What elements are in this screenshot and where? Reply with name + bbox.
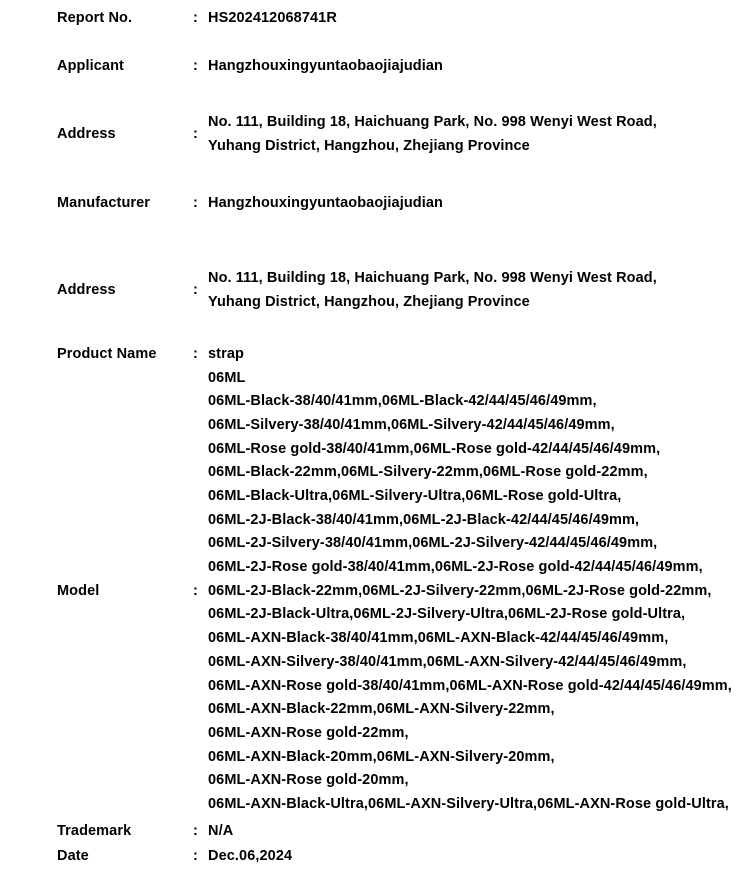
field-colon: :: [193, 194, 198, 211]
field-label-date: Date: [57, 848, 89, 865]
model-value-line: 06ML-AXN-Black-22mm,06ML-AXN-Silvery-22mm,: [208, 701, 555, 718]
date-value: Dec.06,2024: [208, 848, 293, 865]
model-value-line: 06ML-2J-Black-22mm,06ML-2J-Silvery-22mm,06ML-2J-Rose gold-22mm,: [208, 582, 712, 599]
model-value-line: 06ML-Black-22mm,06ML-Silvery-22mm,06ML-Rose gold-22mm,: [208, 464, 648, 481]
model-value-line: 06ML-Rose gold-38/40/41mm,06ML-Rose gold-42/44/45/46/49mm,: [208, 440, 661, 457]
model-value-line: 06ML-AXN-Silvery-38/40/41mm,06ML-AXN-Silvery-42/44/45/46/49mm,: [208, 653, 687, 670]
field-label-report-no: Report No.: [57, 10, 133, 26]
field-label-address: Address: [57, 126, 116, 143]
model-value-line: 06ML-Black-Ultra,06ML-Silvery-Ultra,06ML-Rose gold-Ultra,: [208, 488, 622, 504]
address-value-line: No. 111, Building 18, Haichuang Park, No. 998 Wenyi West Road,: [208, 114, 657, 131]
field-colon: :: [193, 582, 198, 599]
field-value: [208, 7, 744, 31]
model-value-line: 06ML-AXN-Black-38/40/41mm,06ML-AXN-Black-42/44/45/46/49mm,: [208, 630, 669, 647]
field-label-address: Address: [57, 282, 116, 299]
product-name-value: strap: [208, 345, 244, 362]
field-row-applicant-address: [57, 111, 744, 158]
field-colon: :: [193, 10, 198, 26]
field-row-date: [57, 845, 744, 869]
address-value-line: Yuhang District, Hangzhou, Zhejiang Province: [208, 138, 530, 155]
model-value-line: 06ML-AXN-Rose gold-20mm,: [208, 772, 409, 789]
manufacturer-value: Hangzhouxingyuntaobaojiajudian: [208, 194, 443, 211]
address-value-line: No. 111, Building 18, Haichuang Park, No. 998 Wenyi West Road,: [208, 270, 657, 287]
model-value-line: 06ML-AXN-Black-Ultra,06ML-AXN-Silvery-Ultra,06ML-AXN-Rose gold-Ultra,: [208, 795, 729, 812]
model-value-line: 06ML: [208, 369, 246, 386]
field-value: [208, 267, 744, 314]
model-value-line: 06ML-Silvery-38/40/41mm,06ML-Silvery-42/44/45/46/49mm,: [208, 416, 615, 433]
field-label-product-name: Product Name: [57, 345, 157, 362]
field-value: [208, 55, 744, 79]
field-row-model: [57, 367, 744, 817]
model-value-line: 06ML-2J-Black-Ultra,06ML-2J-Silvery-Ultra,06ML-2J-Rose gold-Ultra,: [208, 606, 686, 623]
field-colon: :: [193, 848, 198, 865]
field-value: [208, 845, 744, 869]
field-row-trademark: [57, 820, 744, 844]
field-label-applicant: Applicant: [57, 57, 124, 74]
trademark-value: N/A: [208, 822, 234, 839]
model-value-line: 06ML-2J-Black-38/40/41mm,06ML-2J-Black-42/44/45/46/49mm,: [208, 511, 640, 528]
field-row-applicant: [57, 55, 744, 79]
field-label-model: Model: [57, 582, 100, 599]
model-value-line: 06ML-AXN-Rose gold-22mm,: [208, 724, 409, 741]
model-value-line: 06ML-AXN-Black-20mm,06ML-AXN-Silvery-20mm,: [208, 748, 555, 765]
field-row-product-name: [57, 343, 744, 367]
field-label-trademark: Trademark: [57, 822, 132, 839]
model-value-line: 06ML-2J-Rose gold-38/40/41mm,06ML-2J-Rose gold-42/44/45/46/49mm,: [208, 559, 703, 576]
field-row-manufacturer: [57, 192, 744, 216]
field-colon: :: [193, 282, 198, 299]
field-colon: :: [193, 126, 198, 143]
field-colon: :: [193, 822, 198, 839]
model-value-line: 06ML-AXN-Rose gold-38/40/41mm,06ML-AXN-Rose gold-42/44/45/46/49mm,: [208, 677, 732, 694]
model-value-line: 06ML-2J-Silvery-38/40/41mm,06ML-2J-Silvery-42/44/45/46/49mm,: [208, 535, 658, 552]
model-value-line: 06ML-Black-38/40/41mm,06ML-Black-42/44/45/46/49mm,: [208, 393, 597, 410]
field-value: [208, 820, 744, 844]
field-value: [208, 111, 744, 158]
report-no-value: HS202412068741R: [208, 10, 337, 26]
field-value: [208, 367, 744, 817]
field-row-report-no: [57, 7, 744, 31]
field-value: [208, 343, 744, 367]
address-value-line: Yuhang District, Hangzhou, Zhejiang Province: [208, 294, 530, 311]
field-colon: :: [193, 57, 198, 74]
field-value: [208, 192, 744, 216]
field-label-manufacturer: Manufacturer: [57, 194, 151, 211]
applicant-value: Hangzhouxingyuntaobaojiajudian: [208, 57, 443, 74]
field-colon: :: [193, 345, 198, 362]
field-row-manufacturer-address: [57, 267, 744, 314]
